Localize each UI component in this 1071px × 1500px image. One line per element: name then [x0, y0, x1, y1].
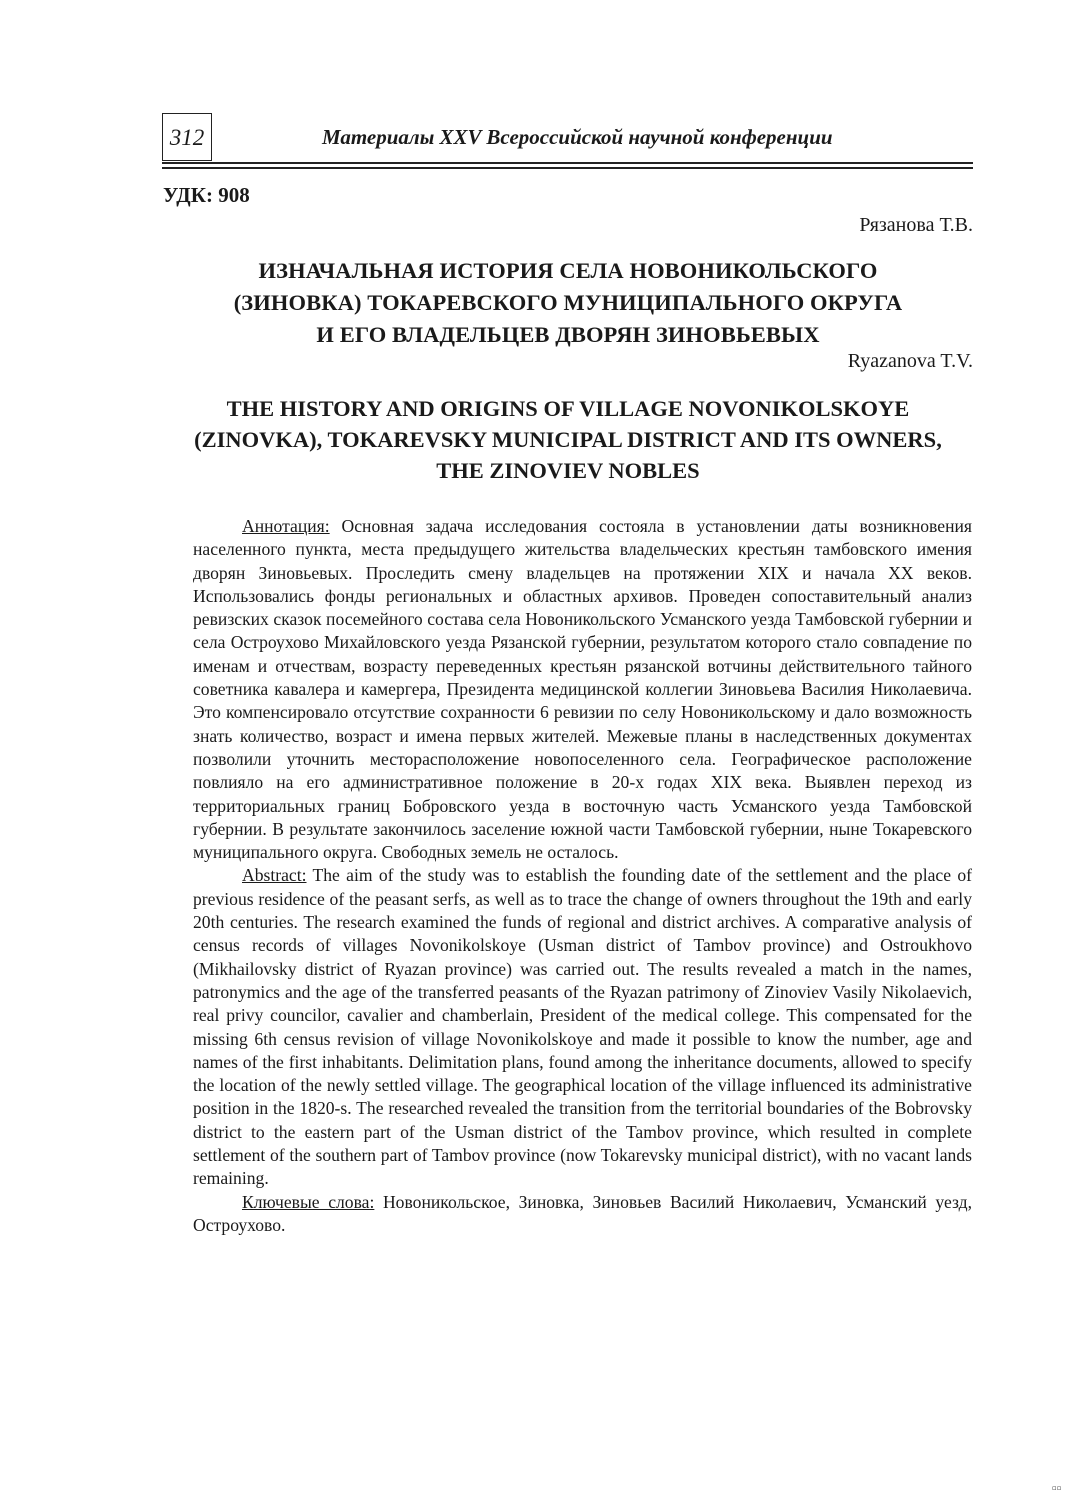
title-en-line: THE ZINOVIEV NOBLES: [436, 458, 700, 483]
annotation-paragraph: [193, 515, 972, 864]
keywords-paragraph: [193, 1191, 972, 1238]
title-en-line: THE HISTORY AND ORIGINS OF VILLAGE NOVONIKOLSKOYE: [226, 396, 910, 421]
title-ru-line: И ЕГО ВЛАДЕЛЬЦЕВ ДВОРЯН ЗИНОВЬЕВЫХ: [316, 322, 820, 347]
page-header: [162, 113, 973, 165]
keywords-text: Новоникольское, Зиновка, Зиновьев Василий Николаевич, Усманский уезд, Остроухово.: [193, 1191, 973, 1235]
abstract-label: Abstract:: [242, 865, 307, 886]
title-ru-line: ИЗНАЧАЛЬНАЯ ИСТОРИЯ СЕЛА НОВОНИКОЛЬСКОГО: [258, 258, 878, 283]
annotation-label: Аннотация:: [242, 516, 330, 536]
title-en-line: (ZINOVKA), TOKAREVSKY MUNICIPAL DISTRICT AND ITS OWNERS,: [194, 427, 942, 452]
corner-mark-icon: ▫▫: [1052, 1484, 1062, 1492]
abstracts-block: [193, 515, 972, 1237]
header-rule-thin: [162, 167, 973, 169]
author-en: Ryazanova T.V.: [847, 350, 973, 372]
author-ru: Рязанова Т.В.: [859, 214, 973, 236]
annotation-text: Основная задача исследования состояла в установлении даты возникновения населенного пункта, места предыдущего жительства владельческих крестьян тамбовского имения дворян Зиновьевых. Проследить смену владельцев на протяжении XIX и начала XX веков. Использовались фонды региональных и областных архивов. Проведен сопоставительный анализ ревизских сказок посемейного состава села Новоникольского Усманского уезда Тамбовской губернии и села Остроухово Михайловского уезда Рязанской губернии, результатом которого стало совпадение по именам и отчествам, возрасту переведенных крестьян рязанской вотчины действительного тайного советника кавалера и камергера, Президента медицинской коллегии Зиновьева Василия Николаевича. Это компенсировало отсутствие сохранности 6 ревизии по селу Новоникольскому и дало возможность знать количество, возраст и имена первых жителей. Межевые планы в наследственных документах позволили уточнить месторасположение новопоселенного села. Географическое расположение повлияло на его административное положение в 20-х годах XIX века. Выявлен переход из территориальных границ Бобровского уезда в восточную часть Усманского уезда Тамбовской губернии. В результате закончилось заселение южной части Тамбовской губернии, ныне Токаревского муниципального округа. Свободных земель не осталось.: [193, 516, 972, 863]
title-ru-line: (ЗИНОВКА) ТОКАРЕВСКОГО МУНИЦИПАЛЬНОГО ОКРУГА: [233, 290, 903, 315]
header-rule-thick: [162, 162, 973, 164]
running-title: Материалы XXV Всероссийской научной конференции: [322, 125, 833, 149]
keywords-label: Ключевые слова:: [242, 1191, 375, 1212]
title-en: [163, 393, 973, 486]
page-number: 312: [162, 113, 212, 161]
abstract-text: The aim of the study was to establish the founding date of the settlement and the place of previous residence of the peasant serfs, as well as to trace the change of owners throughout the 19th and early 20th centuries. The research examined the funds of regional and district archives. A comparative analysis of census records of villages Novonikolskoye (Usman district of Tambov province) and Ostroukhovo (Mikhailovsky district of Ryazan province) was carried out. The results revealed a match in the names, patronymics and the age of the transferred peasants of the Ryazan patrimony of Zinoviev Vasily Nikolaevich, real privy councilor, cavalier and chamberlain, President of the medical college. This compensated for the missing 6th census revision of village Novonikolskoye and made it possible to know the number, age and names of the first inhabitants. Delimitation plans, found among the inheritance documents, allowed to specify the location of the newly settled village. The geographical location of the village influenced its administrative position in the 1820-s. The researched revealed the transition from the territorial boundaries of the Bobrovsky district to the eastern part of the Usman district of the Tambov province, which resulted in complete settlement of the southern part of Tambov province (now Tokarevsky municipal district), with no vacant lands remaining.: [193, 865, 972, 1189]
abstract-paragraph: [193, 864, 972, 1190]
udc-code: УДК: 908: [163, 183, 250, 207]
title-ru: [163, 255, 973, 351]
